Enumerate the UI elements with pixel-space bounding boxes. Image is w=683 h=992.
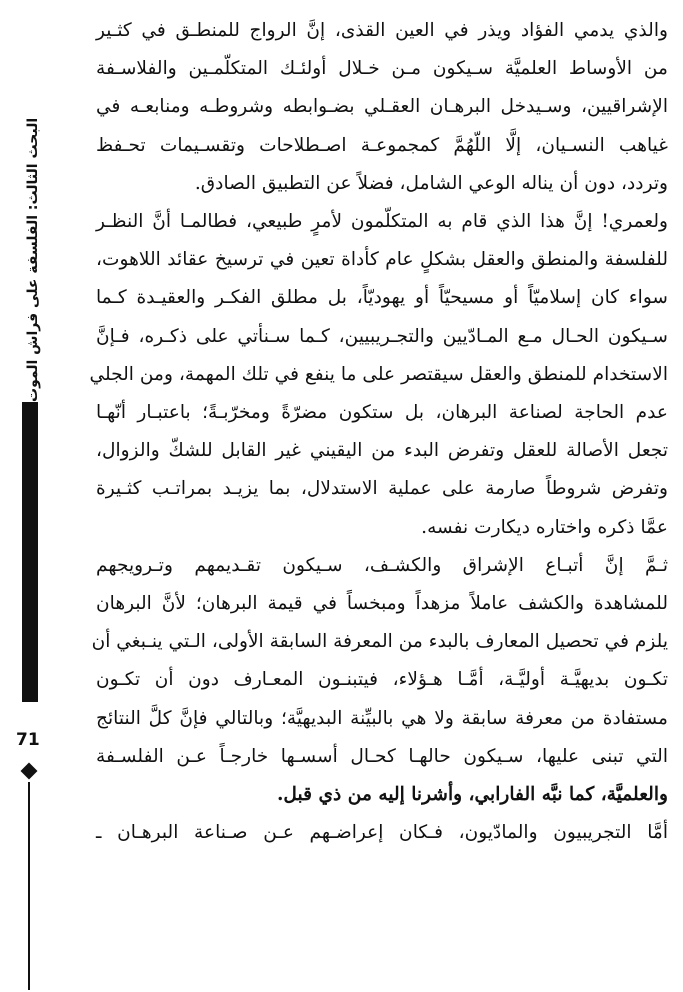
text-line: مستفادة من معرفة سابقة ولا هي بالبيِّنة البديهيَّة؛ وبالتالي فإنَّ كلَّ النتائج — [96, 707, 668, 729]
paragraph — [96, 814, 668, 852]
text-line: الإشراقيين، وسـيدخل البرهـان العقـلي بضـوابطه وشروطـه ومنابعـه في — [96, 96, 668, 118]
text-line: غياهب النسـيان، إلَّا اللّهُمَّ كمجموعـة اصـطلاحات وتقسـيمات تحـفظ — [96, 134, 668, 156]
margin-bar — [22, 402, 38, 702]
text-line: والذي يدمي الفؤاد ويذر في العين القذى، إنَّ الرواج للمنطـق في كثـير — [96, 20, 668, 41]
text-line: سواء كان إسلاميّاً أو مسيحيّاً أو يهوديّاً، بل مطلق الفكـر والعقيـدة كـما — [96, 287, 668, 309]
text-line: والعلميَّة، كما نبَّه الفارابي، وأشرنا إليه من ذي قبل. — [276, 784, 668, 806]
running-head: البحث الثالث: الفلسفة على فراش الموت — [25, 117, 41, 403]
text-line: التي تبنى عليها، سـيكون حالهـا كحـال أسسـها خارجـاً عـن الفلسـفة — [96, 745, 668, 767]
paragraph — [91, 547, 668, 814]
body-text — [89, 12, 668, 852]
text-line: يلزم في تحصيل المعارف بالبدء من المعرفة السابقة الأولى، الـتي ينـبغي أن — [91, 631, 668, 653]
text-line: ولعمري! إنَّ هذا الذي قام به المتكلّمون لأمرٍ طبيعي، فطالمـا أنَّ النظـر — [96, 211, 668, 233]
text-line: تجعل الأصالة للعقل وتفرض البدء من اليقيني غير القابل للشكّ والزوال، — [96, 440, 668, 462]
text-line: للمشاهدة والكشف عاملاً مزهداً ومبخساً في قيمة البرهان؛ لأنَّ البرهان — [96, 593, 668, 615]
margin-rule — [28, 782, 30, 990]
text-line: تكـون بديهيَّـة أوليَّـة، أمَّـا هـؤلاء، فيتبنـون المعـارف دون أن تكـون — [96, 669, 668, 691]
text-line: من الأوساط العلميَّة سـيكون مـن خـلال أولئـك المتكلّمـين والفلاسـفة — [96, 58, 668, 80]
text-line: الاستخدام للمنطق والعقل سيقتصر على ما ينفع في تلك المهمة، ومن الجلي — [89, 363, 668, 385]
diamond-ornament-icon — [21, 763, 38, 780]
page-margin — [0, 0, 90, 992]
text-line: عدم الحاجة لصناعة البرهان، بل ستكون مضرّةً ومخرّبـةً؛ باعتبـار أنّهـا — [96, 402, 668, 424]
text-line: أمَّا التجريبيون والمادّيون، فـكان إعراضـهم عـن صـناعة البرهـان ـ — [96, 822, 668, 844]
text-line: سـيكون الحـال مـع المـادّيين والتجـريبيين، كـما سـنأتي على ذكـره، فـإنَّ — [96, 325, 668, 347]
text-line: ثـمَّ إنَّ أتبـاع الإشراق والكشـف، سـيكون تقـديمهم وتـرويجهم — [96, 554, 668, 576]
text-line: وتفرض شروطاً صارمة على عملية الاستدلال، بما يزيـد بمراتـب كثـيرة — [96, 478, 668, 500]
page-number: 71 — [16, 730, 40, 750]
text-line: وتردد، دون أن يناله الوعي الشامل، فضلاً عن التطبيق الصادق. — [194, 172, 668, 194]
text-line: للفلسفة والمنطق والعقل بشكلٍ عام كأداة تعين في ترسيخ عقائد اللاهوت، — [96, 249, 668, 271]
paragraph — [89, 203, 668, 547]
text-line: عمَّا ذكره واختاره ديكارت نفسه. — [421, 516, 668, 538]
paragraph — [96, 12, 668, 203]
